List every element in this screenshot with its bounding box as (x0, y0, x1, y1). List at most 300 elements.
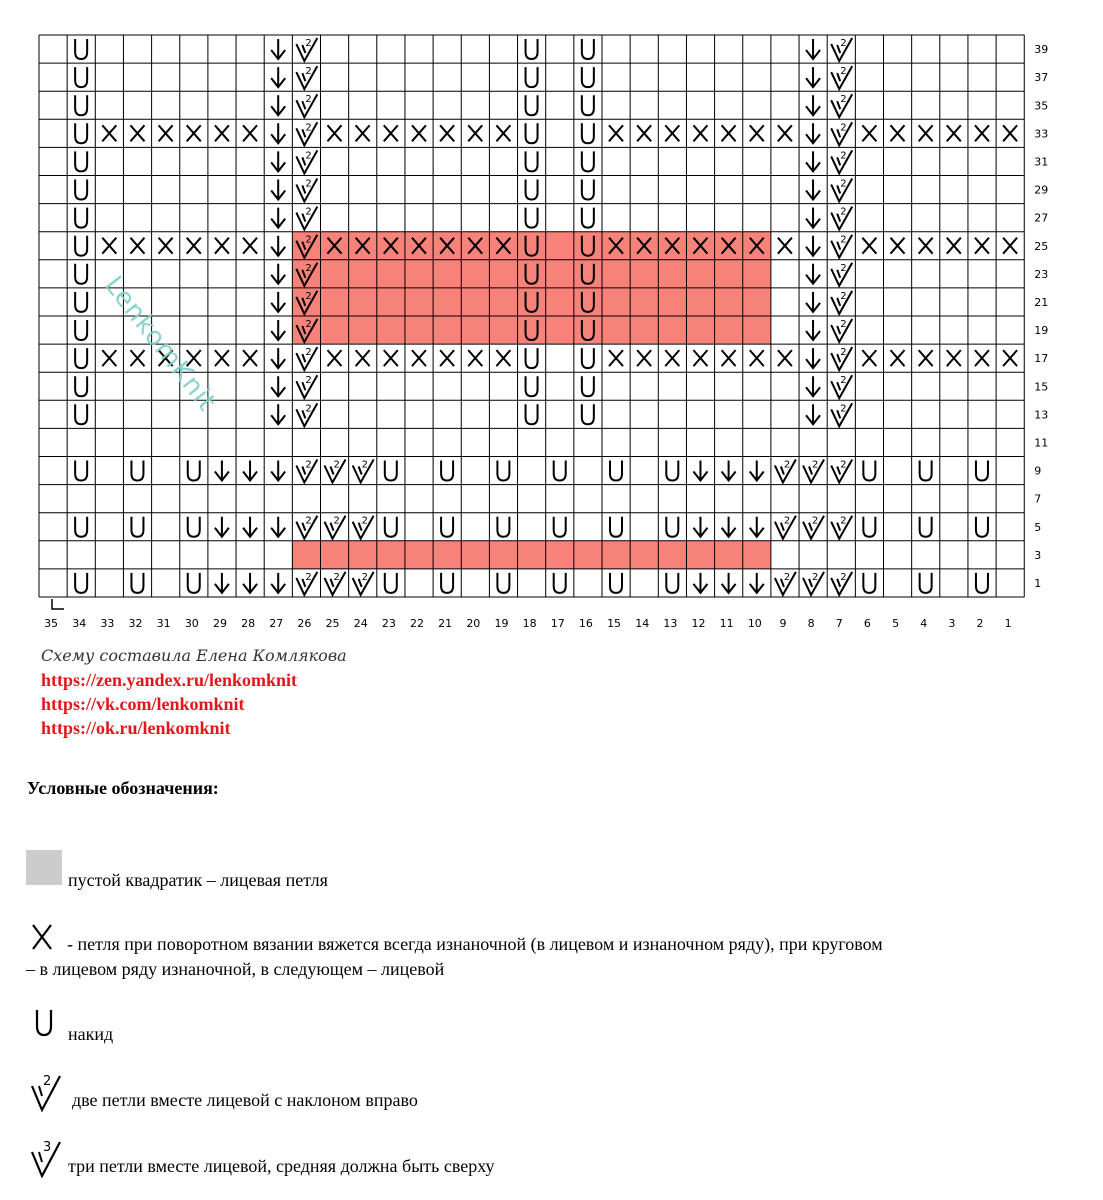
column-label: 28 (241, 617, 256, 630)
column-label: 16 (578, 617, 593, 630)
down-arrow-icon (806, 95, 820, 115)
column-label: 12 (691, 617, 706, 630)
purl-x-icon (159, 238, 173, 254)
k2tog-icon-digit: 2 (305, 38, 312, 49)
k2tog-icon-digit: 2 (305, 319, 312, 330)
column-label: 25 (325, 617, 340, 630)
column-label: 29 (212, 617, 227, 630)
k2tog-icon-digit: 2 (812, 571, 819, 583)
down-arrow-icon (693, 573, 707, 593)
purl-x-icon (215, 125, 229, 141)
yarn-over-icon (610, 573, 622, 593)
legend-purl-text-1: - петля при поворотном вязании вяжется всегда изнаночной (в лицевом и изнаночном ряду), при круговом (67, 934, 883, 954)
down-arrow-icon (806, 123, 820, 143)
k2tog-icon-digit: 2 (783, 515, 791, 527)
purl-x-icon (159, 125, 173, 141)
purl-x-icon (440, 350, 454, 366)
watermark: LenkomKnit (98, 270, 223, 418)
legend-k3tog-text: три петли вместе лицевой, средняя должна быть сверху (68, 1156, 495, 1176)
purl-x-icon (243, 125, 257, 141)
down-arrow-icon (722, 461, 736, 481)
yarn-over-icon (34, 1008, 56, 1038)
down-arrow-icon (271, 461, 285, 481)
k2tog-icon-digit: 2 (840, 347, 847, 359)
purl-x-icon (130, 238, 144, 254)
column-label: 11 (719, 617, 734, 630)
purl-x-icon (243, 350, 257, 366)
purl-x-icon (1003, 125, 1017, 141)
purl-x-icon (102, 125, 116, 141)
yarn-over-icon (863, 517, 875, 537)
row-label: 1 (1034, 576, 1042, 590)
yarn-over-icon (441, 461, 453, 481)
row-label: 19 (1034, 324, 1049, 338)
down-arrow-icon (271, 517, 285, 537)
purl-x-icon (891, 238, 905, 254)
yarn-over-icon (497, 517, 509, 537)
down-arrow-icon (806, 376, 820, 396)
purl-x-icon (693, 350, 707, 366)
column-label: 26 (297, 617, 312, 630)
yarn-over-icon (582, 67, 594, 87)
yarn-over-icon (526, 208, 538, 228)
down-arrow-icon (806, 208, 820, 228)
yarn-over-icon (75, 348, 87, 368)
down-arrow-icon (722, 573, 736, 593)
purl-x-icon (356, 125, 370, 141)
column-label: 7 (835, 617, 843, 630)
purl-x-icon (130, 125, 144, 141)
k2tog-icon-digit: 2 (840, 403, 847, 415)
column-label: 2 (976, 617, 984, 630)
row-label: 17 (1034, 352, 1049, 366)
row-label: 9 (1034, 464, 1042, 478)
ok-link[interactable]: https://ok.ru/lenkomknit (41, 718, 231, 738)
column-label: 15 (607, 617, 622, 630)
yarn-over-icon (582, 123, 594, 143)
yarn-over-icon (526, 95, 538, 115)
legend-purl-text-2: – в лицевом ряду изнаночной, в следующем – лицевой (26, 959, 445, 979)
legend-knit-text: пустой квадратик – лицевая петля (68, 870, 328, 890)
purl-x-icon (919, 125, 933, 141)
purl-x-icon (975, 350, 989, 366)
yarn-over-icon (526, 123, 538, 143)
purl-x-icon (243, 238, 257, 254)
yarn-over-icon (131, 517, 143, 537)
yarn-over-icon (582, 95, 594, 115)
down-arrow-icon (806, 180, 820, 200)
yarn-over-icon (131, 461, 143, 481)
purl-x-icon (496, 125, 510, 141)
k2tog-icon-digit: 2 (305, 122, 312, 134)
column-label: 4 (920, 617, 928, 630)
yarn-over-icon (920, 573, 932, 593)
purl-x-icon (468, 350, 482, 366)
down-arrow-icon (806, 320, 820, 340)
yarn-over-icon (188, 517, 200, 537)
k2tog-icon-digit: 2 (361, 515, 369, 527)
k2tog-icon-digit: 2 (333, 571, 340, 583)
k2tog-icon-digit: 2 (840, 150, 847, 162)
row-label: 25 (1034, 239, 1049, 253)
column-label: 19 (494, 617, 509, 630)
yarn-over-icon (554, 517, 566, 537)
purl-x-icon (750, 350, 764, 366)
yarn-over-icon (526, 67, 538, 87)
column-label: 31 (156, 617, 171, 630)
k2tog-icon-digit: 2 (305, 515, 312, 527)
yarn-over-icon (526, 348, 538, 368)
yarn-over-icon (526, 404, 538, 424)
purl-x-icon (609, 350, 623, 366)
corner-mark (52, 599, 64, 609)
down-arrow-icon (806, 348, 820, 368)
down-arrow-icon (271, 320, 285, 340)
column-label: 34 (72, 617, 87, 630)
yarn-over-icon (75, 67, 87, 87)
down-arrow-icon (806, 151, 820, 171)
yarn-over-icon (920, 517, 932, 537)
yarn-over-icon (863, 461, 875, 481)
down-arrow-icon (271, 151, 285, 171)
column-label: 5 (892, 617, 900, 630)
yarn-over-icon (385, 461, 397, 481)
down-arrow-icon (271, 180, 285, 200)
yarn-over-icon (75, 404, 87, 424)
column-label: 10 (747, 617, 762, 630)
purl-x-icon (778, 238, 792, 254)
row-label: 21 (1034, 295, 1049, 309)
k2tog-icon-digit: 2 (840, 178, 847, 190)
down-arrow-icon (271, 292, 285, 312)
down-arrow-icon (271, 39, 285, 59)
k2tog-icon-digit: 2 (361, 459, 369, 471)
down-arrow-icon (693, 517, 707, 537)
purl-x-icon (637, 350, 651, 366)
purl-x-icon (1003, 238, 1017, 254)
k2tog-icon-digit: 2 (840, 459, 847, 471)
yarn-over-icon (385, 573, 397, 593)
legend-k2tog-text: две петли вместе лицевой с наклоном вправо (72, 1090, 418, 1110)
purl-x-icon (496, 350, 510, 366)
purl-x-icon (187, 238, 201, 254)
k3tog-icon (30, 1138, 64, 1178)
purl-x-icon (665, 125, 679, 141)
down-arrow-icon (271, 208, 285, 228)
down-arrow-icon (271, 264, 285, 284)
k2tog-icon-digit: 2 (812, 515, 819, 527)
purl-x-icon (891, 125, 905, 141)
yarn-over-icon (526, 151, 538, 171)
down-arrow-icon (215, 461, 229, 481)
yarn-over-icon (75, 151, 87, 171)
k2tog-icon-digit: 2 (333, 515, 340, 527)
purl-x-icon (947, 238, 961, 254)
yarn-over-icon (75, 376, 87, 396)
row-label: 37 (1034, 71, 1049, 85)
down-arrow-icon (271, 573, 285, 593)
purl-x-icon (384, 125, 398, 141)
purl-x-icon (356, 350, 370, 366)
purl-x-icon (328, 350, 342, 366)
down-arrow-icon (271, 348, 285, 368)
k2tog-icon-digit: 2 (840, 262, 847, 274)
yarn-over-icon (582, 39, 594, 59)
credit-author: Схему составила Елена Комлякова (41, 646, 347, 665)
k2tog-icon-digit: 2 (783, 459, 791, 471)
k2tog-icon-digit: 2 (305, 403, 312, 415)
yarn-over-icon (75, 180, 87, 200)
column-label: 33 (100, 617, 115, 630)
row-label: 33 (1034, 127, 1049, 141)
k2tog-icon-digit: 2 (812, 459, 819, 471)
purl-x-icon (722, 125, 736, 141)
k2tog-icon-digit: 2 (840, 94, 847, 106)
purl-x-icon (862, 350, 876, 366)
purl-x-icon (328, 125, 342, 141)
purl-x-icon (750, 125, 764, 141)
purl-x-icon (919, 350, 933, 366)
zen-link[interactable]: https://zen.yandex.ru/lenkomknit (41, 670, 298, 690)
purl-x-icon (102, 350, 116, 366)
down-arrow-icon (271, 67, 285, 87)
legend-title: Условные обозначения: (27, 778, 219, 798)
row-label: 27 (1034, 211, 1049, 225)
column-label: 6 (863, 617, 871, 630)
yarn-over-icon (610, 517, 622, 537)
purl-x-icon (187, 125, 201, 141)
down-arrow-icon (243, 573, 257, 593)
k2tog-icon-digit: 2 (361, 571, 369, 583)
down-arrow-icon (243, 517, 257, 537)
yarn-over-icon (188, 461, 200, 481)
x-icon (30, 922, 56, 952)
k2tog-icon-digit: 2 (840, 206, 847, 218)
down-arrow-icon (271, 376, 285, 396)
row-label: 31 (1034, 155, 1049, 169)
yarn-over-icon (863, 573, 875, 593)
purl-x-icon (975, 125, 989, 141)
yarn-over-icon (666, 461, 678, 481)
vk-link[interactable]: https://vk.com/lenkomknit (41, 694, 245, 714)
row-label: 39 (1034, 43, 1049, 57)
yarn-over-icon (75, 461, 87, 481)
row-label: 13 (1034, 408, 1049, 422)
purl-x-icon (665, 350, 679, 366)
k2tog-icon-digit: 2 (840, 319, 847, 330)
yarn-over-icon (666, 517, 678, 537)
row-label: 29 (1034, 183, 1049, 197)
yarn-over-icon (554, 573, 566, 593)
yarn-over-icon (582, 348, 594, 368)
k2tog-icon-digit: 2 (840, 375, 847, 387)
down-arrow-icon (750, 461, 764, 481)
column-label: 9 (779, 617, 787, 630)
yarn-over-icon (75, 39, 87, 59)
k2tog-icon-digit: 2 (783, 571, 791, 583)
purl-x-icon (778, 350, 792, 366)
purl-x-icon (722, 350, 736, 366)
purl-x-icon (384, 350, 398, 366)
yarn-over-icon (75, 320, 87, 340)
row-label: 7 (1034, 492, 1042, 506)
column-label: 13 (663, 617, 678, 630)
column-label: 17 (550, 617, 565, 630)
yarn-over-icon (582, 404, 594, 424)
yarn-over-icon (441, 573, 453, 593)
row-label: 35 (1034, 99, 1049, 113)
yarn-over-icon (75, 95, 87, 115)
purl-x-icon (440, 125, 454, 141)
down-arrow-icon (271, 95, 285, 115)
yarn-over-icon (75, 517, 87, 537)
down-arrow-icon (750, 573, 764, 593)
down-arrow-icon (806, 404, 820, 424)
down-arrow-icon (271, 236, 285, 256)
row-label: 3 (1034, 548, 1042, 562)
yarn-over-icon (526, 180, 538, 200)
column-label: 8 (807, 617, 815, 630)
down-arrow-icon (806, 39, 820, 59)
highlight-block-1 (292, 541, 771, 569)
k2tog-icon-digit: 2 (840, 66, 847, 78)
purl-x-icon (215, 238, 229, 254)
down-arrow-icon (693, 461, 707, 481)
down-arrow-icon (271, 404, 285, 424)
k2tog-icon-digit: 2 (305, 375, 312, 387)
yarn-over-icon (131, 573, 143, 593)
yarn-over-icon (75, 292, 87, 312)
column-label: 3 (948, 617, 956, 630)
k2tog-icon-digit: 2 (305, 571, 312, 583)
purl-x-icon (412, 125, 426, 141)
column-label: 20 (466, 617, 481, 630)
purl-x-icon (919, 238, 933, 254)
column-label: 1 (1004, 617, 1012, 630)
purl-x-icon (975, 238, 989, 254)
k2tog-icon-digit: 2 (333, 459, 340, 471)
purl-x-icon (891, 350, 905, 366)
yarn-over-icon (385, 517, 397, 537)
down-arrow-icon (215, 573, 229, 593)
empty-square-icon (26, 850, 62, 885)
down-arrow-icon (243, 461, 257, 481)
column-label: 18 (522, 617, 537, 630)
column-label: 24 (353, 617, 368, 630)
yarn-over-icon (582, 208, 594, 228)
k2tog-icon-digit: 2 (305, 94, 312, 106)
svg-text:3: 3 (43, 1140, 52, 1155)
down-arrow-icon (722, 517, 736, 537)
yarn-over-icon (610, 461, 622, 481)
purl-x-icon (637, 125, 651, 141)
k2tog-icon-digit: 2 (840, 122, 847, 134)
yarn-over-icon (75, 264, 87, 284)
credits-block (41, 646, 347, 740)
yarn-over-icon (526, 39, 538, 59)
yarn-over-icon (976, 461, 988, 481)
purl-x-icon (862, 125, 876, 141)
k2tog-icon-digit: 2 (305, 347, 312, 359)
column-label: 27 (269, 617, 284, 630)
column-label: 30 (184, 617, 199, 630)
yarn-over-icon (188, 573, 200, 593)
down-arrow-icon (806, 67, 820, 87)
row-label: 5 (1034, 520, 1042, 534)
row-label: 11 (1034, 436, 1049, 450)
yarn-over-icon (666, 573, 678, 593)
column-label: 14 (635, 617, 650, 630)
k2tog-icon-digit: 2 (305, 206, 312, 218)
yarn-over-icon (497, 461, 509, 481)
down-arrow-icon (806, 264, 820, 284)
column-label: 32 (128, 617, 143, 630)
column-label: 35 (44, 617, 59, 630)
purl-x-icon (130, 350, 144, 366)
purl-x-icon (947, 350, 961, 366)
yarn-over-icon (497, 573, 509, 593)
k2tog-icon-digit: 2 (305, 290, 312, 302)
purl-x-icon (693, 125, 707, 141)
yarn-over-icon (582, 376, 594, 396)
purl-x-icon (778, 125, 792, 141)
legend-yarnover-text: накид (68, 1024, 114, 1044)
yarn-over-icon (582, 180, 594, 200)
svg-text:2: 2 (43, 1074, 52, 1089)
row-label: 23 (1034, 267, 1049, 281)
k2tog-icon-digit: 2 (305, 66, 312, 78)
purl-x-icon (947, 125, 961, 141)
k2tog-icon-digit: 2 (840, 290, 847, 302)
column-label: 23 (381, 617, 396, 630)
yarn-over-icon (554, 461, 566, 481)
yarn-over-icon (976, 517, 988, 537)
column-label: 21 (438, 617, 453, 630)
down-arrow-icon (271, 123, 285, 143)
yarn-over-icon (75, 236, 87, 256)
k2tog-icon-digit: 2 (305, 234, 312, 246)
k2tog-icon-digit: 2 (305, 459, 312, 471)
yarn-over-icon (75, 123, 87, 143)
down-arrow-icon (806, 236, 820, 256)
yarn-over-icon (526, 376, 538, 396)
purl-x-icon (215, 350, 229, 366)
yarn-over-icon (441, 517, 453, 537)
k2tog-icon-digit: 2 (305, 262, 312, 274)
row-label: 15 (1034, 380, 1049, 394)
column-label: 22 (410, 617, 425, 630)
k2tog-icon-digit: 2 (840, 38, 847, 49)
yarn-over-icon (976, 573, 988, 593)
yarn-over-icon (582, 151, 594, 171)
yarn-over-icon (75, 208, 87, 228)
purl-x-icon (468, 125, 482, 141)
k2tog-icon-digit: 2 (840, 571, 847, 583)
down-arrow-icon (215, 517, 229, 537)
down-arrow-icon (806, 292, 820, 312)
yarn-over-icon (920, 461, 932, 481)
down-arrow-icon (750, 517, 764, 537)
purl-x-icon (1003, 350, 1017, 366)
purl-x-icon (862, 238, 876, 254)
yarn-over-icon (75, 573, 87, 593)
k2tog-icon (30, 1072, 64, 1112)
purl-x-icon (609, 125, 623, 141)
k2tog-icon-digit: 2 (305, 150, 312, 162)
k2tog-icon-digit: 2 (840, 234, 847, 246)
k2tog-icon-digit: 2 (305, 178, 312, 190)
purl-x-icon (412, 350, 426, 366)
